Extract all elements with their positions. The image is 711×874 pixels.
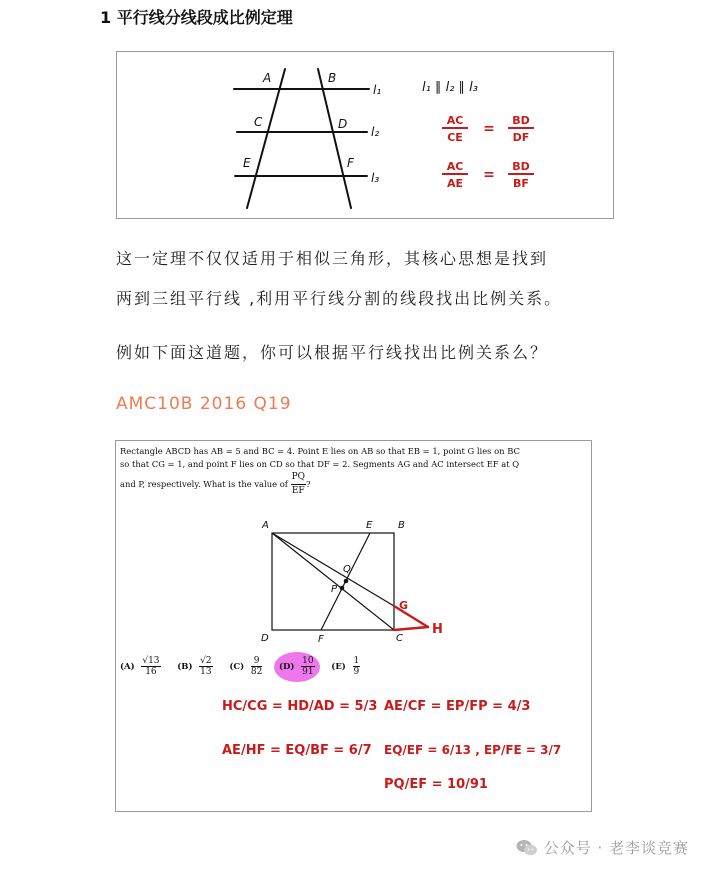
paragraph1-line2: 两到三组平行线 ,利用平行线分割的线段找出比例关系。 bbox=[116, 289, 563, 308]
diag-label-H: H bbox=[432, 622, 443, 637]
problem-title: AMC10B 2016 Q19 bbox=[116, 394, 292, 414]
paragraph1-line1: 这一定理不仅仅适用于相似三角形，其核心思想是找到 bbox=[116, 249, 549, 268]
diag-label-F: F bbox=[318, 634, 324, 645]
choice-B[interactable]: (B) $\frac{√2}{13}$ bbox=[177, 656, 212, 677]
parallel-note: l₁ ∥ l₂ ∥ l₃ bbox=[422, 80, 478, 95]
ratio1-rhs-num: BD bbox=[512, 114, 530, 127]
choice-C[interactable]: (C) $\frac{9}{82}$ bbox=[229, 656, 263, 677]
question-den: EF bbox=[291, 486, 305, 496]
ratio2-rhs-num: BD bbox=[512, 160, 530, 173]
extension-CH bbox=[394, 627, 428, 630]
handwritten-eq5: PQ/EF = 10/91 bbox=[384, 777, 488, 792]
handwritten-eq4b: EP/FE = 3/7 bbox=[483, 743, 562, 757]
section-heading: 1 平行线分线段成比例定理 bbox=[100, 8, 293, 27]
choice-D[interactable]: (D) $\frac{10}{91}$ bbox=[279, 656, 315, 677]
ratio2-equals: = bbox=[483, 167, 495, 183]
handwritten-eq4a: EQ/EF = 6/13 bbox=[384, 743, 472, 757]
problem-line1: Rectangle ABCD has AB = 5 and BC = 4. Point E lies on AB so that EB = 1, point G lies on BC bbox=[120, 446, 520, 456]
handwritten-comma: , bbox=[475, 743, 480, 757]
label-A: A bbox=[263, 71, 272, 85]
diag-label-A: A bbox=[262, 520, 269, 531]
label-B: B bbox=[328, 71, 337, 85]
ratio2-rhs-den: BF bbox=[513, 177, 529, 190]
problem-line3-text: and P, respectively. What is the value of bbox=[120, 479, 288, 489]
ratio1-rhs-den: DF bbox=[512, 131, 530, 144]
ratio1-lhs-num: AC bbox=[446, 114, 464, 127]
handwritten-eq1: HC/CG = HD/AD = 5/3 bbox=[222, 699, 378, 714]
label-D: D bbox=[338, 117, 348, 131]
diag-label-P: P bbox=[331, 584, 338, 595]
segment-AC bbox=[272, 533, 394, 630]
question-mark: ? bbox=[306, 479, 311, 489]
diag-label-G: G bbox=[399, 599, 409, 612]
point-Q bbox=[344, 579, 349, 584]
problem-figure bbox=[115, 440, 592, 812]
handwritten-eq3: AE/CF = EP/FP = 4/3 bbox=[384, 699, 531, 714]
choice-A[interactable]: (A) $\frac{√13}{16}$ bbox=[120, 656, 160, 677]
diag-label-B: B bbox=[398, 520, 405, 531]
question-num: PQ bbox=[291, 471, 306, 485]
label-l3: l₃ bbox=[371, 171, 380, 185]
diag-label-E: E bbox=[366, 520, 373, 531]
diag-label-C: C bbox=[396, 633, 403, 644]
label-l2: l₂ bbox=[371, 125, 380, 139]
ratio2-lhs-den: AE bbox=[446, 177, 464, 190]
diag-label-D: D bbox=[261, 633, 269, 644]
ratio1-equals: = bbox=[483, 121, 495, 137]
choice-E[interactable]: (E) $\frac{1}{9}$ bbox=[331, 656, 360, 677]
problem-line2: so that CG = 1, and point F lies on CD so that DF = 2. Segments AG and AC intersect EF at Q bbox=[120, 459, 520, 469]
answer-choices bbox=[120, 656, 374, 677]
label-C: C bbox=[254, 115, 263, 129]
ratio2-lhs-num: AC bbox=[446, 160, 464, 173]
label-l1: l₁ bbox=[373, 83, 382, 97]
label-E: E bbox=[243, 156, 251, 170]
wechat-icon bbox=[516, 839, 538, 857]
label-F: F bbox=[347, 156, 354, 170]
ratio1-lhs-den: CE bbox=[447, 131, 463, 144]
diag-label-Q: Q bbox=[343, 564, 351, 575]
segment-AG bbox=[272, 533, 394, 606]
theorem-diagram bbox=[117, 52, 613, 218]
handwritten-eq4 bbox=[384, 743, 561, 757]
watermark-text: 公众号 · 老李谈竞赛 bbox=[543, 839, 689, 857]
theorem-figure bbox=[116, 51, 614, 219]
handwritten-eq2: AE/HF = EQ/BF = 6/7 bbox=[222, 743, 372, 758]
paragraph2: 例如下面这道题，你可以根据平行线找出比例关系么？ bbox=[116, 343, 549, 362]
point-P bbox=[340, 586, 345, 591]
watermark bbox=[516, 837, 689, 858]
